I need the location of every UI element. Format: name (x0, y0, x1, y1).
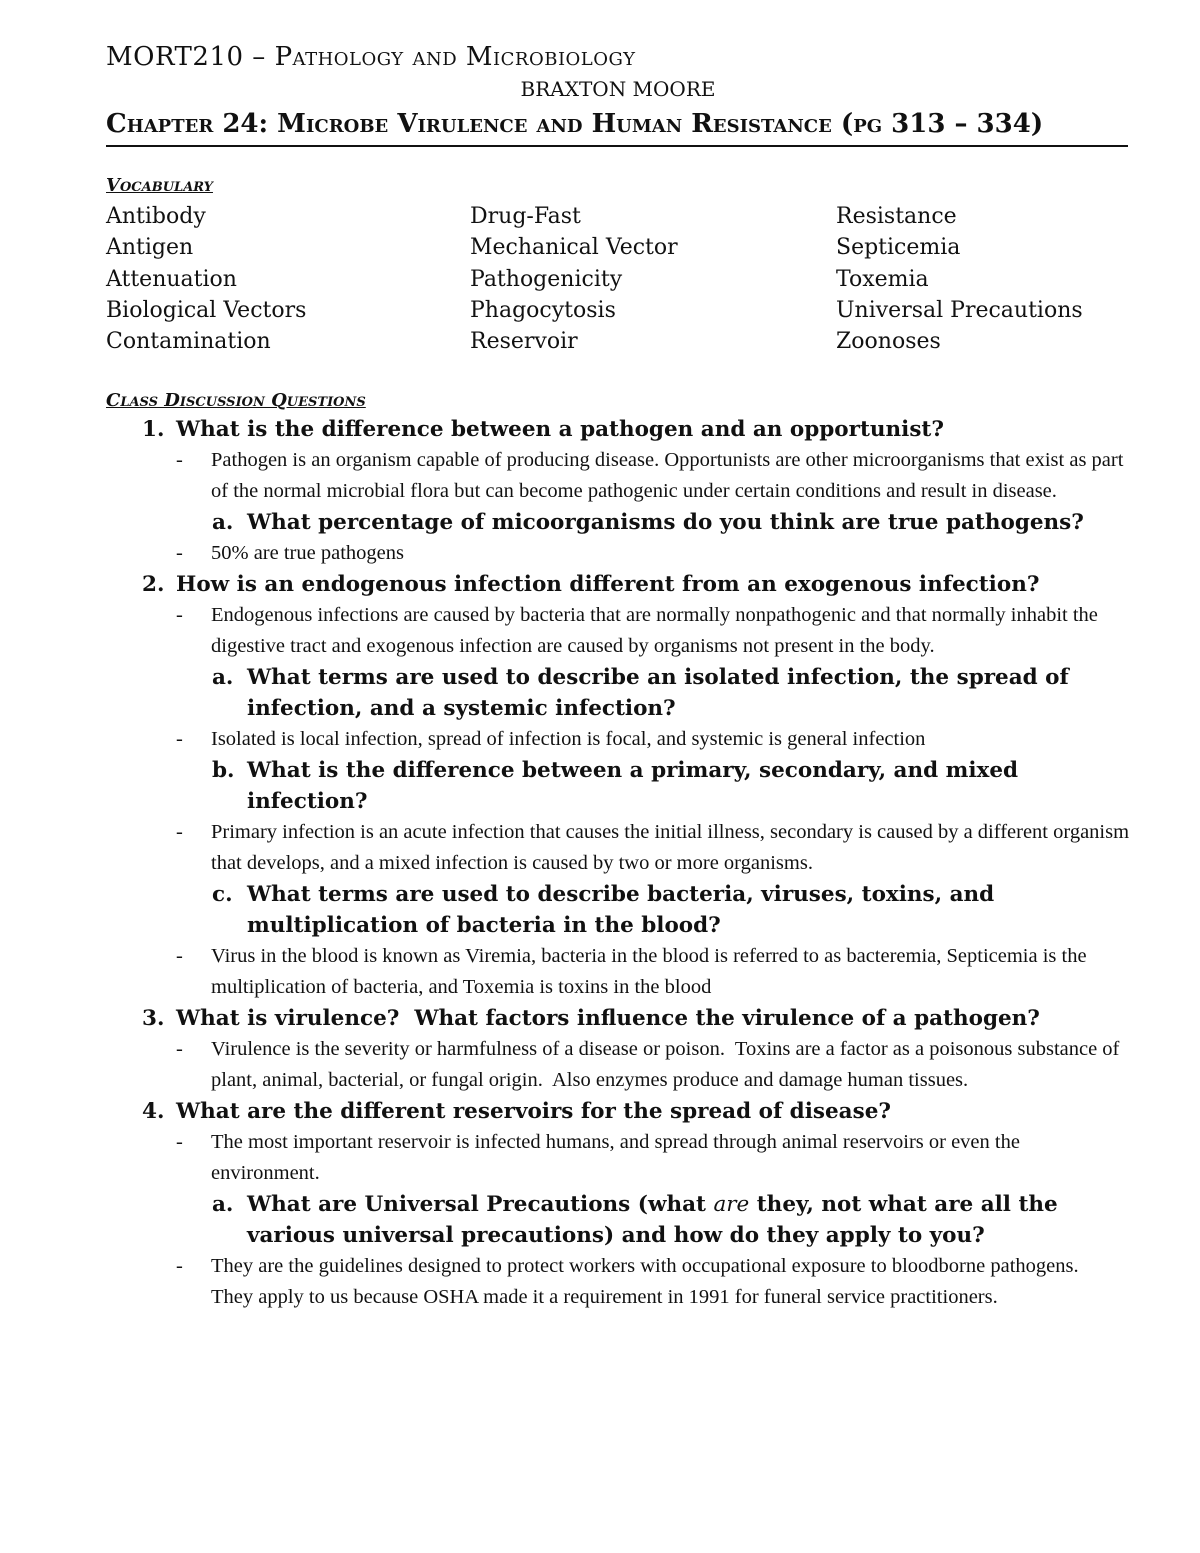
vocab-term: Septicemia (836, 235, 961, 261)
answer-text: 50% are true pathogens (211, 542, 404, 565)
course-code: MORT210 – (106, 42, 275, 72)
answer-1a (106, 538, 1130, 569)
answer-text: Primary infection is an acute infection that causes the initial illness, secondary is caused by a different organism that develops, and a mixed infection is caused by two or more organisms. (211, 821, 1130, 875)
author-name: BRAXTON MOORE (520, 77, 716, 101)
bullet-dash: - (176, 1255, 183, 1278)
bullet-dash: - (176, 542, 183, 565)
question-1 (106, 414, 1130, 445)
bullet-dash: - (176, 728, 183, 751)
subquestion-text: What percentage of micoorganisms do you think are true pathogens? (247, 510, 1084, 536)
subquestion-letter: b. (212, 758, 235, 784)
question-3 (106, 1003, 1130, 1034)
bullet-dash: - (176, 604, 183, 627)
vocab-column-2 (470, 201, 836, 357)
vocab-column-3 (836, 201, 1130, 357)
answer-text: Virus in the blood is known as Viremia, bacteria in the blood is referred to as bacteremia, Septicemia is the multiplication of bacteria, and Toxemia is toxins in the blood (211, 945, 1087, 999)
question-number: 4. (142, 1099, 165, 1125)
question-2 (106, 569, 1130, 600)
vocab-term: Antigen (106, 235, 194, 261)
bullet-dash: - (176, 449, 183, 472)
subquestion-text-start: What are Universal Precautions (what (247, 1192, 714, 1218)
answer-text: Isolated is local infection, spread of infection is focal, and systemic is general infection (211, 728, 926, 751)
vocab-term: Mechanical Vector (470, 235, 678, 261)
subquestion-text: What terms are used to describe an isolated infection, the spread of infection, and a systemic infection? (247, 665, 1069, 722)
question-2c (106, 879, 1130, 941)
subquestion-text: What terms are used to describe bacteria, viruses, toxins, and multiplication of bacteria in the blood? (247, 882, 995, 939)
vocab-term: Pathogenicity (470, 266, 623, 292)
answer-text: Virulence is the severity or harmfulness of a disease or poison. Toxins are a factor as a poisonous substance of plant, animal, bacterial, or fungal origin. Also enzymes produce and damage human tissues. (211, 1038, 1125, 1092)
chapter-prefix: Chapter 24: (106, 109, 278, 139)
question-2b (106, 755, 1130, 817)
course-title (106, 40, 1130, 74)
question-4a (106, 1189, 1130, 1251)
answer-text: The most important reservoir is infected humans, and spread through animal reservoirs or even the environment. (211, 1131, 1020, 1185)
subquestion-letter: a. (212, 510, 234, 536)
bullet-dash: - (176, 821, 183, 844)
bullet-dash: - (176, 1131, 183, 1154)
answer-text: Endogenous infections are caused by bacteria that are normally nonpathogenic and that normally inhabit the digestive tract and exogenous infection are caused by organisms not present in the body. (211, 604, 1098, 658)
subquestion-letter: a. (212, 665, 234, 691)
vocab-column-1 (106, 201, 470, 357)
vocab-term: Zoonoses (836, 329, 941, 355)
document-page (106, 40, 1130, 1313)
question-text: What is virulence? What factors influence the virulence of a pathogen? (176, 1006, 1040, 1032)
vocab-term: Resistance (836, 204, 957, 229)
vocabulary-heading: Vocabulary (106, 175, 213, 196)
answer-4a (106, 1251, 1130, 1313)
vocab-term: Drug-Fast (470, 204, 581, 229)
subquestion-letter: a. (212, 1192, 234, 1218)
question-1a (106, 507, 1130, 538)
question-text: How is an endogenous infection different from an exogenous infection? (176, 572, 1040, 598)
course-name: Pathology and Microbiology (274, 42, 636, 72)
question-2a (106, 662, 1130, 724)
vocabulary-grid (106, 201, 1130, 357)
question-list (106, 414, 1130, 1313)
vocab-term: Universal Precautions (836, 297, 1083, 323)
answer-2b (106, 817, 1130, 879)
vocab-term: Reservoir (470, 329, 578, 355)
chapter-name: Microbe Virulence and Human Resistance (pg (277, 109, 883, 139)
answer-3 (106, 1034, 1130, 1096)
vocab-term: Phagocytosis (470, 297, 616, 323)
answer-2a (106, 724, 1130, 755)
answer-2c (106, 941, 1130, 1003)
subquestion-text-end: they, not what are all the various universal precautions) and how do they apply to you? (247, 1192, 1058, 1249)
bullet-dash: - (176, 1038, 183, 1061)
subquestion-emphasis: are (713, 1192, 750, 1218)
vocab-term: Toxemia (836, 266, 929, 292)
chapter-title (106, 108, 1128, 147)
answer-text: They are the guidelines designed to protect workers with occupational exposure to bloodborne pathogens. They apply to us because OSHA made it a requirement in 1991 for funeral service practitioners. (211, 1255, 1089, 1309)
answer-2 (106, 600, 1130, 662)
question-number: 1. (142, 417, 165, 443)
chapter-pages: 313 – 334) (882, 109, 1044, 139)
subquestion-text: What is the difference between a primary, secondary, and mixed infection? (247, 758, 1019, 815)
vocab-term: Antibody (106, 204, 206, 229)
question-4 (106, 1096, 1130, 1127)
vocab-term: Biological Vectors (106, 297, 307, 323)
answer-1 (106, 445, 1130, 507)
question-text: What are the different reservoirs for the spread of disease? (176, 1099, 891, 1125)
subquestion-letter: c. (212, 882, 233, 908)
answer-text: Pathogen is an organism capable of producing disease. Opportunists are other microorganisms that exist as part of the normal microbial flora but can become pathogenic under certain conditions and result in disease. (211, 449, 1124, 503)
question-number: 2. (142, 572, 165, 598)
question-number: 3. (142, 1006, 165, 1032)
bullet-dash: - (176, 945, 183, 968)
vocab-term: Attenuation (106, 266, 237, 292)
question-text: What is the difference between a pathogen and an opportunist? (176, 417, 944, 443)
discussion-heading: Class Discussion Questions (106, 390, 366, 412)
answer-4 (106, 1127, 1130, 1189)
vocab-term: Contamination (106, 329, 271, 355)
